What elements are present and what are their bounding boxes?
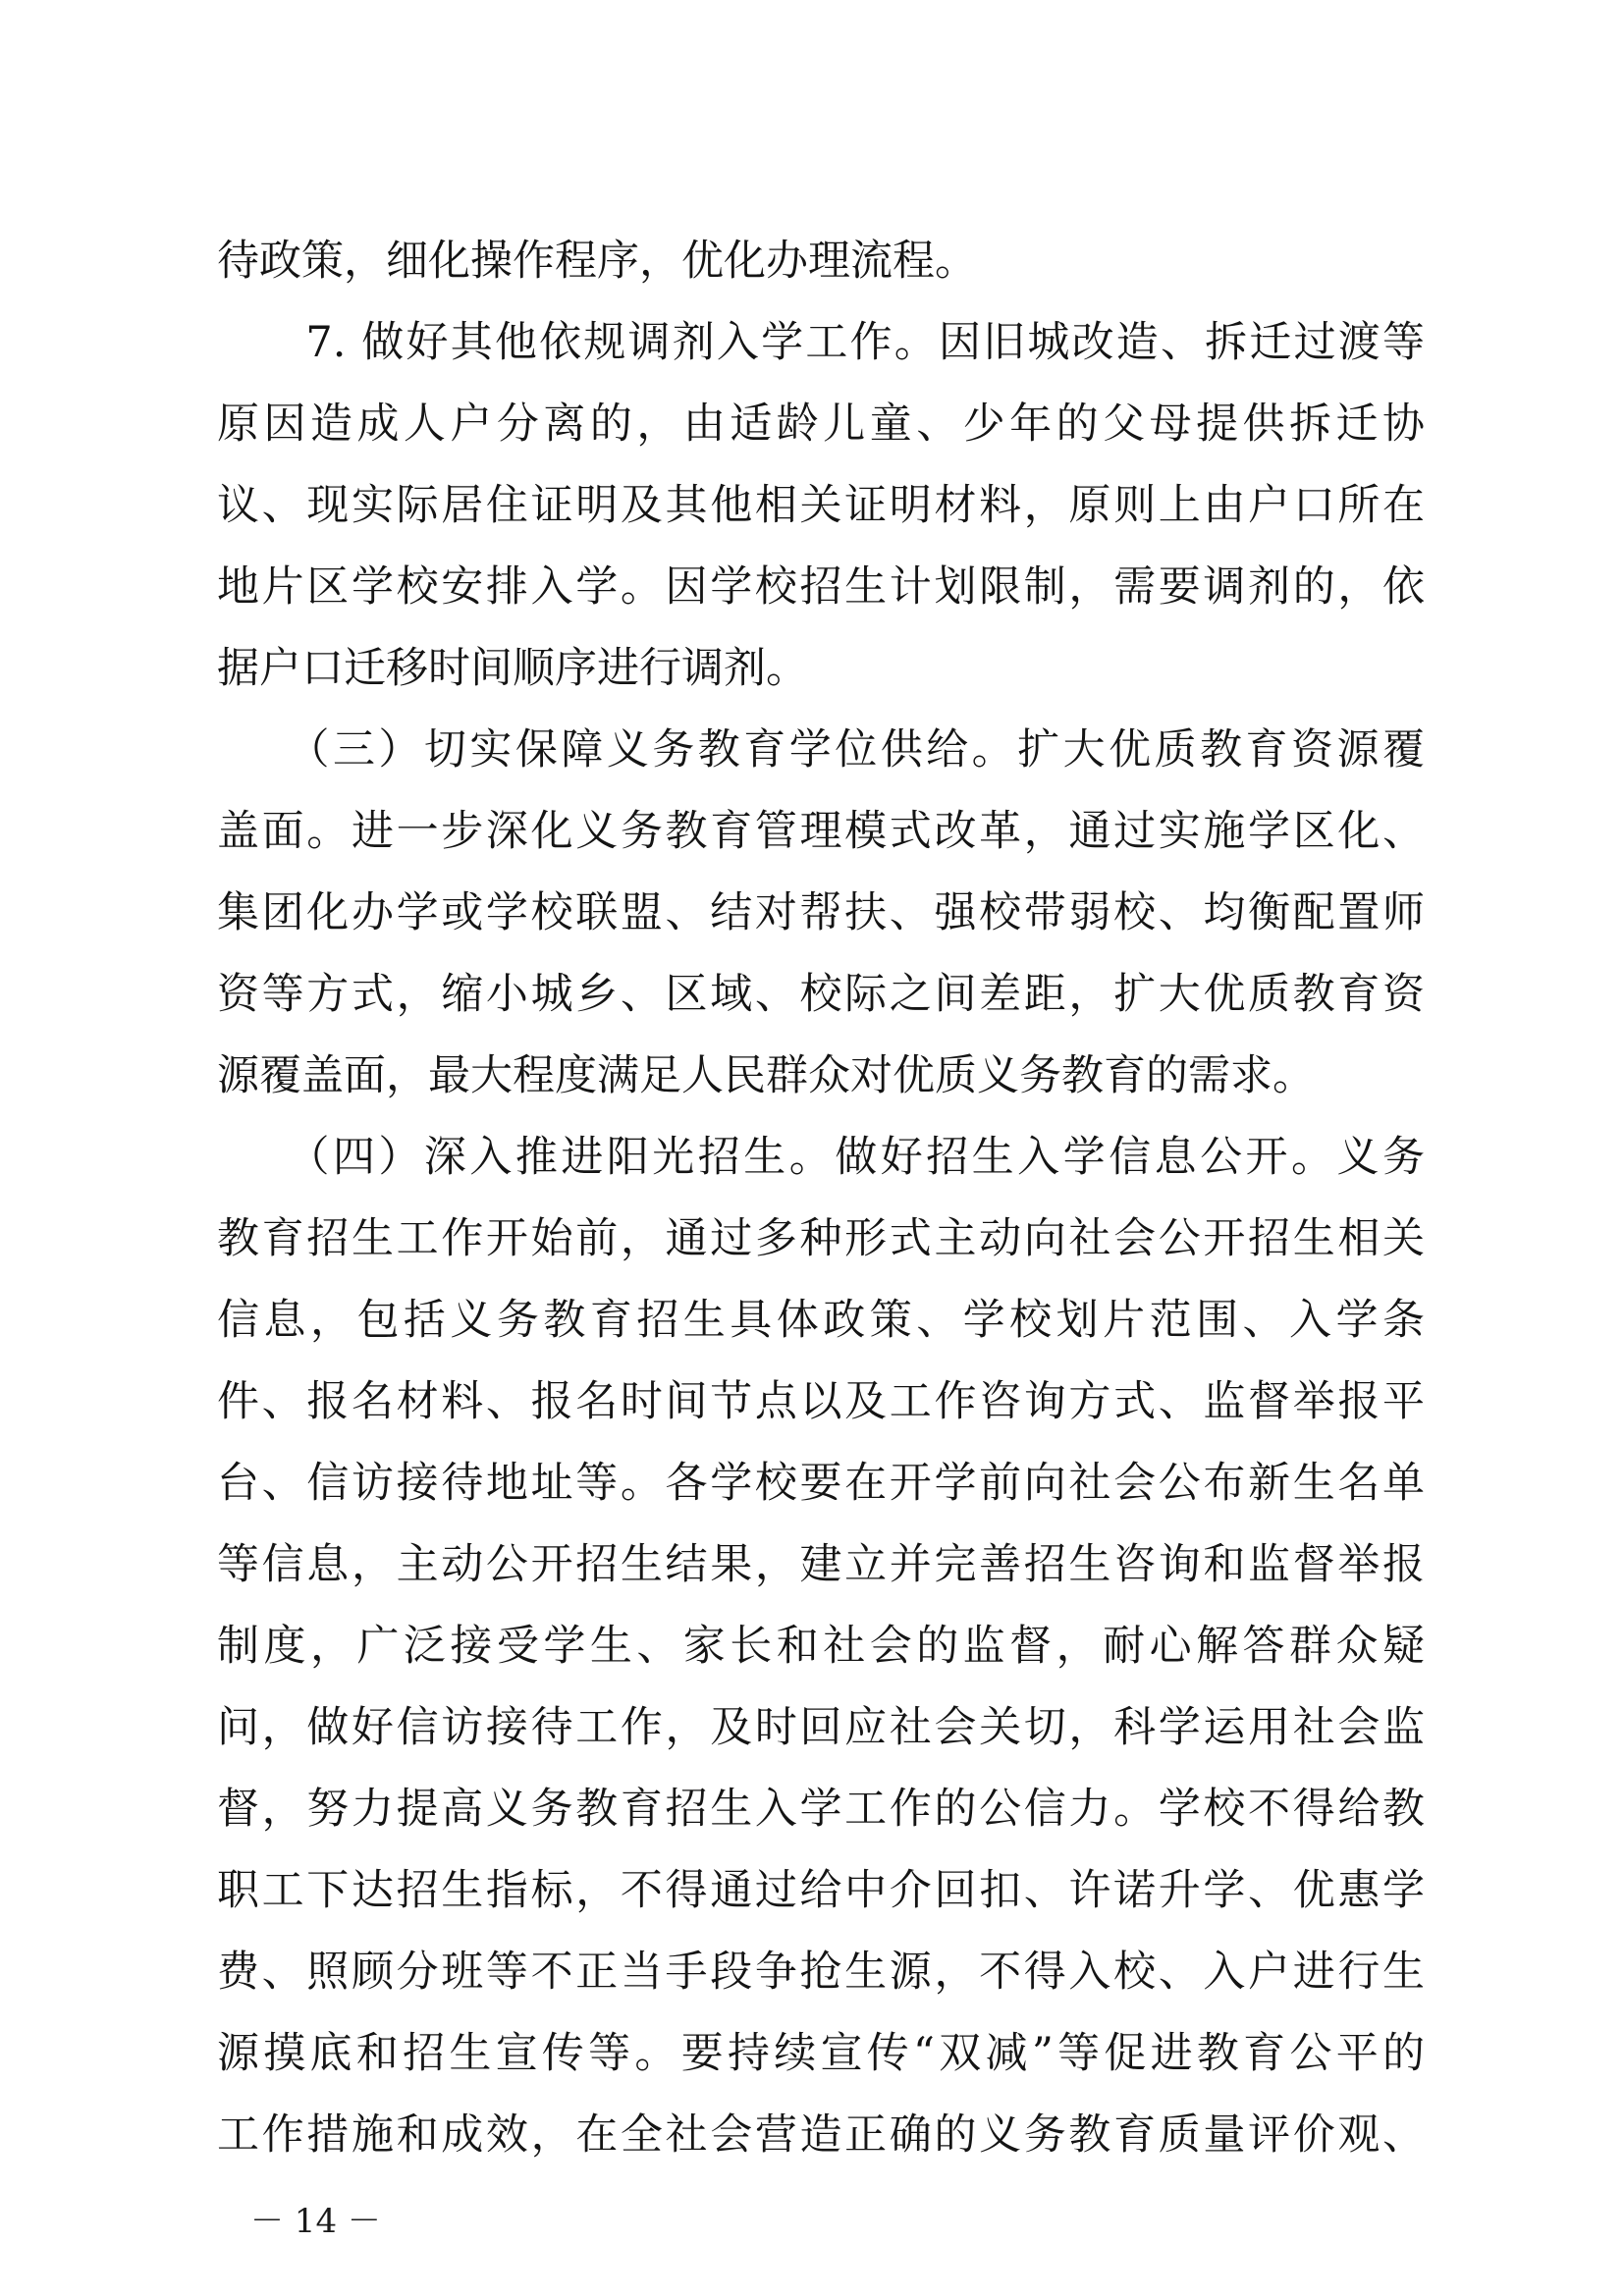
text-line: 资等方式，缩小城乡、区域、校际之间差距，扩大优质教育资 [217, 970, 1425, 1019]
text-line: 职工下达招生指标，不得通过给中介回扣、许诺升学、优惠学 [217, 1866, 1425, 1915]
text-line: 费、照顾分班等不正当手段争抢生源，不得入校、入户进行生 [217, 1948, 1425, 1997]
text-line: （三）切实保障义务教育学位供给。扩大优质教育资源覆 [217, 725, 1425, 774]
text-line: 信息，包括义务教育招生具体政策、学校划片范围、入学条 [217, 1296, 1425, 1345]
text-line: 制度，广泛接受学生、家长和社会的监督，耐心解答群众疑 [217, 1622, 1425, 1671]
text-line: 台、信访接待地址等。各学校要在开学前向社会公布新生名单 [217, 1459, 1425, 1508]
text-line: 源覆盖面，最大程度满足人民群众对优质义务教育的需求。 [217, 1051, 1315, 1100]
text-line: 工作措施和成效，在全社会营造正确的义务教育质量评价观、 [217, 2110, 1425, 2160]
text-line: 件、报名材料、报名时间节点以及工作咨询方式、监督举报平 [217, 1377, 1425, 1426]
text-line: 源摸底和招生宣传等。要持续宣传“双减”等促进教育公平的 [217, 2029, 1425, 2078]
text-line: 等信息，主动公开招生结果，建立并完善招生咨询和监督举报 [217, 1540, 1425, 1589]
text-line: 教育招生工作开始前，通过多种形式主动向社会公开招生相关 [217, 1214, 1425, 1263]
text-line: 议、现实际居住证明及其他相关证明材料，原则上由户口所在 [217, 481, 1425, 530]
text-line: 据户口迁移时间顺序进行调剂。 [217, 644, 808, 693]
text-line: 7. 做好其他依规调剂入学工作。因旧城改造、拆迁过渡等 [217, 318, 1425, 367]
text-line: 问，做好信访接待工作，及时回应社会关切，科学运用社会监 [217, 1703, 1425, 1752]
text-line: 原因造成人户分离的，由适龄儿童、少年的父母提供拆迁协 [217, 400, 1425, 449]
page-number: － 14 － [250, 2202, 381, 2241]
text-line: 盖面。进一步深化义务教育管理模式改革，通过实施学区化、 [217, 807, 1425, 856]
text-line: 督，努力提高义务教育招生入学工作的公信力。学校不得给教 [217, 1785, 1425, 1834]
text-line: 待政策，细化操作程序，优化办理流程。 [217, 237, 977, 286]
text-line: 地片区学校安排入学。因学校招生计划限制，需要调剂的，依 [217, 562, 1425, 612]
text-line: （四）深入推进阳光招生。做好招生入学信息公开。义务 [217, 1133, 1425, 1182]
text-line: 集团化办学或学校联盟、结对帮扶、强校带弱校、均衡配置师 [217, 888, 1425, 937]
